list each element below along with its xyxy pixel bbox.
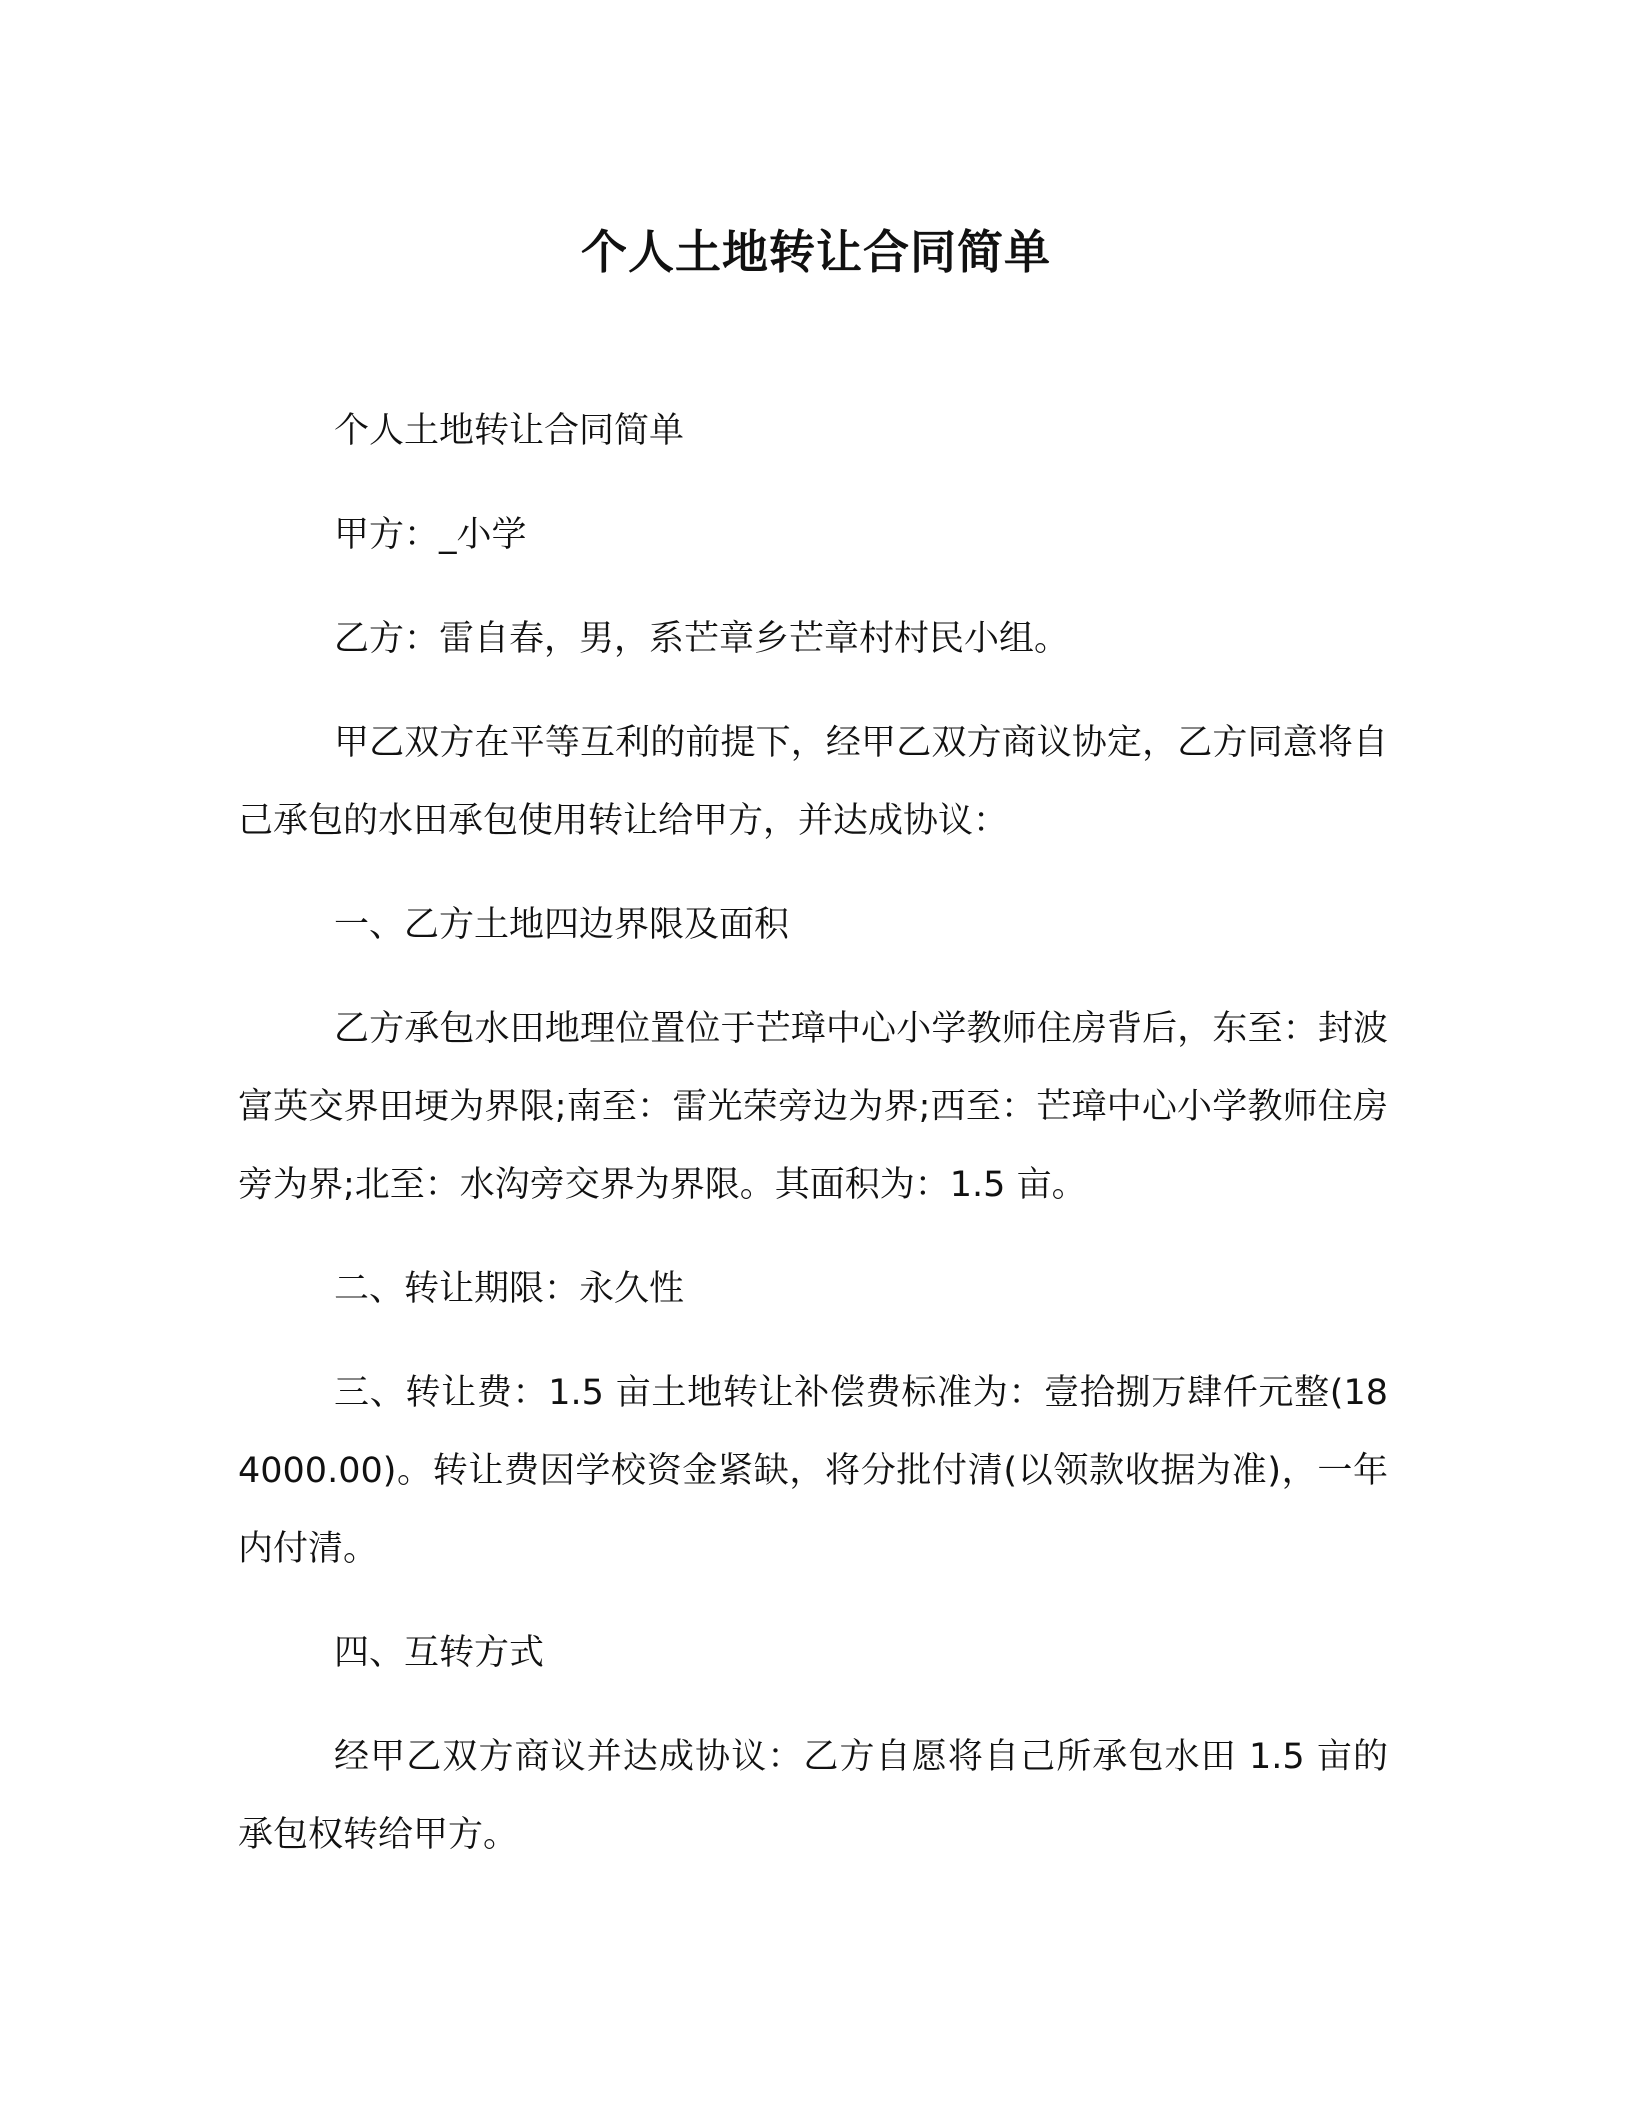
paragraph-fee: 三、转让费：1.5 亩土地转让补偿费标准为：壹拾捌万肆仟元整(184000.00)。转让费因学校资金紧缺，将分批付清(以领款收据为准)，一年内付清。 — [238, 1373, 1388, 1569]
document-title: 个人土地转让合同简单 — [581, 225, 1051, 279]
section-heading-2: 二、转让期限：永久性 — [334, 1269, 685, 1309]
paragraph-boundaries: 乙方承包水田地理位置位于芒璋中心小学教师住房背后，东至：封波富英交界田埂为界限;南至：雷光荣旁边为界;西至：芒璋中心小学教师住房旁为界;北至：水沟旁交界为界限。其面积为：1.5 亩。 — [238, 1009, 1388, 1205]
section-heading-1: 一、乙方土地四边界限及面积 — [334, 905, 790, 945]
paragraph-preamble: 甲乙双方在平等互利的前提下，经甲乙双方商议协定，乙方同意将自己承包的水田承包使用转让给甲方，并达成协议： — [238, 723, 1388, 841]
paragraph-subtitle: 个人土地转让合同简单 — [334, 411, 685, 451]
document-body — [238, 392, 1388, 1900]
paragraph-party-b: 乙方：雷自春，男，系芒章乡芒章村村民小组。 — [334, 619, 1070, 659]
section-heading-4: 四、互转方式 — [334, 1633, 545, 1673]
paragraph-party-a: 甲方：_小学 — [334, 515, 527, 555]
paragraph-transfer-method: 经甲乙双方商议并达成协议：乙方自愿将自己所承包水田 1.5 亩的承包权转给甲方。 — [238, 1737, 1388, 1855]
